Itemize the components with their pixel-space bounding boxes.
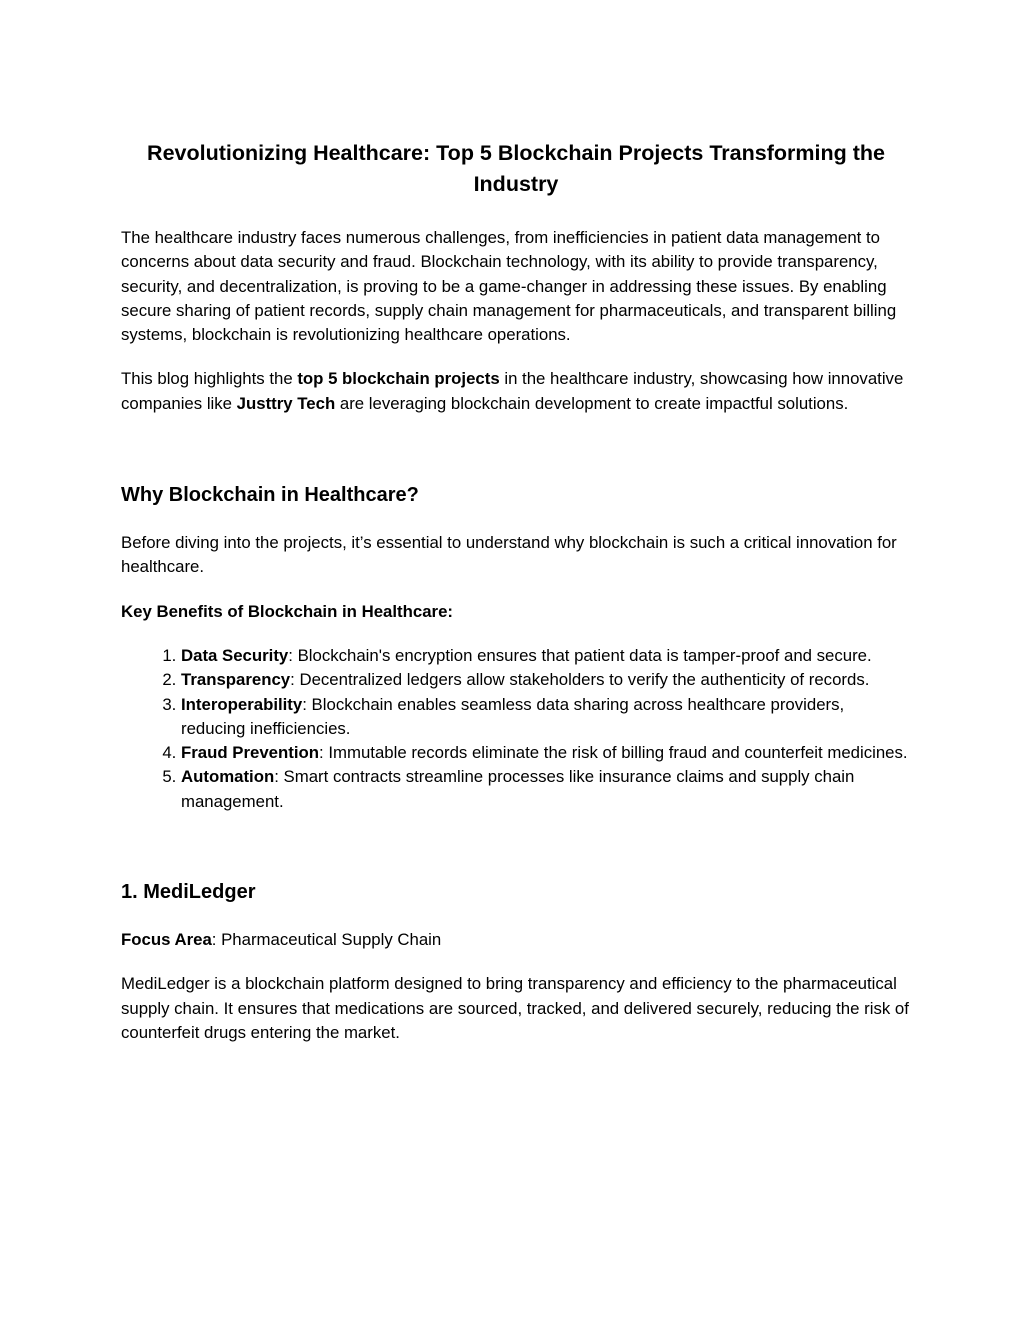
- blog-text-1: This blog highlights the: [121, 369, 298, 389]
- blog-text-2: in the healthcare industry, showcasing how innovative companies like: [121, 369, 904, 413]
- why-heading: Why Blockchain in Healthcare?: [121, 484, 419, 507]
- project1-focus: [121, 928, 911, 952]
- focus-label: Focus Area: [121, 930, 212, 950]
- benefit-desc: : Blockchain's encryption ensures that patient data is tamper-proof and secure.: [288, 645, 872, 665]
- project1-description: MediLedger is a blockchain platform designed to bring transparency and efficiency to the pharmaceutical supply chain. It ensures that medications are sourced, tracked, and delivered securely, reducing the risk of counterfeit drugs entering the market.: [121, 974, 909, 1042]
- benefit-item: [181, 765, 911, 814]
- benefit-item: [181, 644, 911, 668]
- blog-bold-2: Justtry Tech: [236, 393, 336, 413]
- benefit-desc: : Decentralized ledgers allow stakeholders to verify the authenticity of records.: [290, 670, 870, 690]
- benefit-term: Automation: [181, 767, 275, 787]
- why-paragraph: Before diving into the projects, it’s essential to understand why blockchain is such a critical innovation for healthcare.: [121, 533, 897, 577]
- blog-paragraph: [121, 367, 911, 416]
- document-page: [121, 138, 911, 1045]
- benefit-term: Data Security: [181, 645, 289, 665]
- focus-value: : Pharmaceutical Supply Chain: [211, 930, 442, 950]
- intro-paragraph: The healthcare industry faces numerous challenges, from inefficiencies in patient data management to concerns about data security and fraud. Blockchain technology, with its ability to provide transparency, security, and decentralization, is proving to be a game-changer in addressing these issues. By enabling secure sharing of patient records, supply chain management for pharmaceuticals, and transparent billing systems, blockchain is revolutionizing healthcare operations.: [121, 228, 897, 345]
- benefit-term: Transparency: [181, 670, 291, 690]
- benefit-term: Interoperability: [181, 694, 303, 714]
- blog-bold-1: top 5 blockchain projects: [297, 369, 500, 389]
- benefit-desc: : Blockchain enables seamless data sharing across healthcare providers, reducing inefficiencies.: [181, 694, 845, 738]
- blog-text-3: are leveraging blockchain development to create impactful solutions.: [335, 393, 849, 413]
- benefit-desc: : Immutable records eliminate the risk of billing fraud and counterfeit medicines.: [319, 743, 908, 763]
- benefit-item: [181, 741, 911, 765]
- benefit-desc: : Smart contracts streamline processes like insurance claims and supply chain management.: [181, 767, 855, 811]
- project1-heading: 1. MediLedger: [121, 881, 256, 904]
- benefit-term: Fraud Prevention: [181, 743, 320, 763]
- benefit-item: [181, 668, 911, 692]
- benefits-heading: Key Benefits of Blockchain in Healthcare:: [121, 601, 453, 621]
- benefits-list: [121, 644, 911, 814]
- document-title: Revolutionizing Healthcare: Top 5 Blockchain Projects Transforming the Industry: [147, 141, 885, 196]
- benefit-item: [181, 693, 911, 742]
